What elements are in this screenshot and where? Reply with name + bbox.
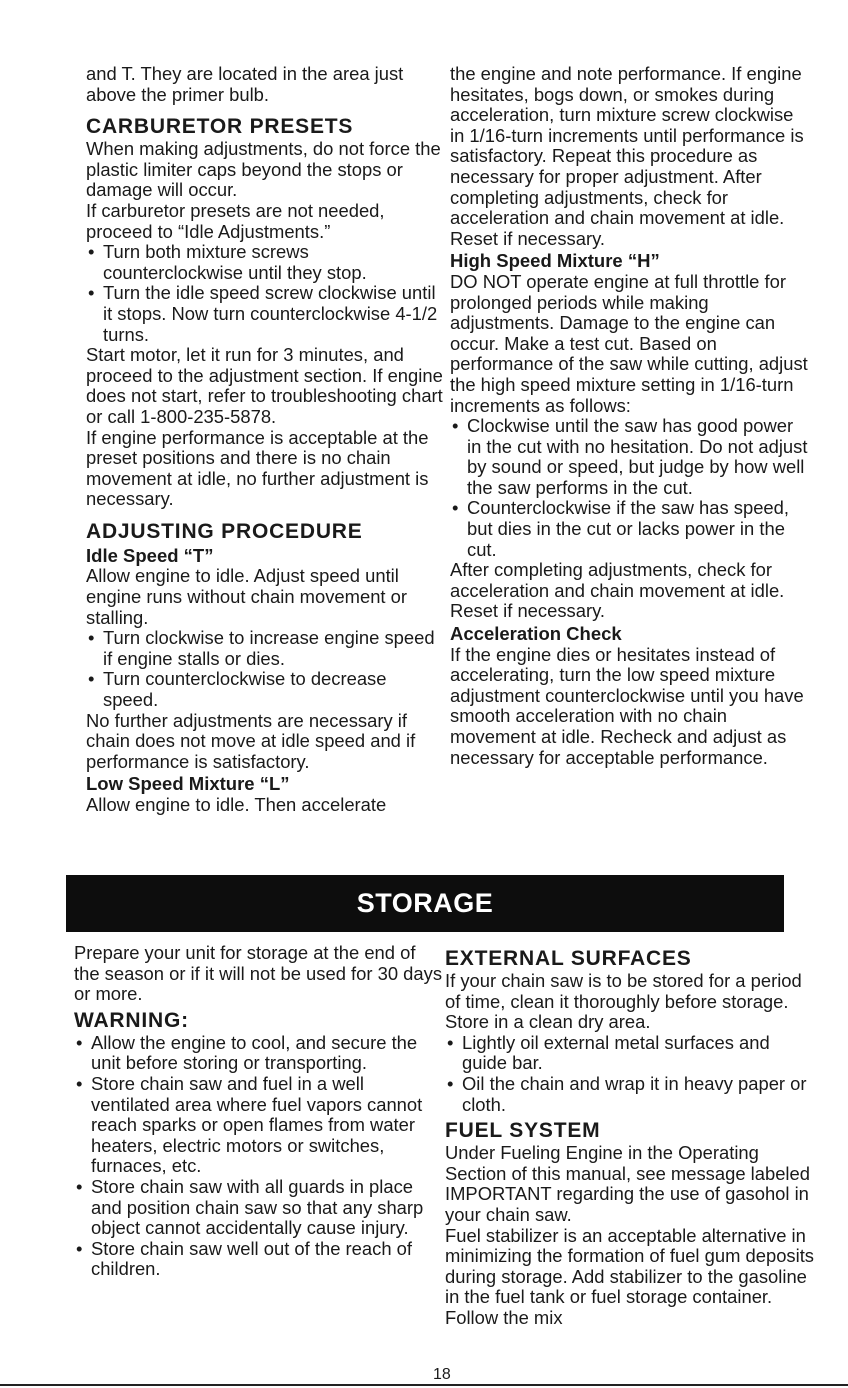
presets-paragraph: If carburetor presets are not needed, proceed to “Idle Adjustments.”: [86, 199, 385, 242]
external-bullet-list: [445, 1033, 815, 1115]
list-item: • Turn clockwise to increase engine speed if engine stalls or dies.: [86, 628, 446, 669]
external-paragraph: If your chain saw is to be stored for a period of time, clean it thoroughly before storage. Store in a clean dry area.: [445, 970, 802, 1033]
fuel-paragraph: Under Fueling Engine in the Operating Section of this manual, see message labeled IMPORTANT regarding the use of gasohol in your chain saw.: [445, 1142, 810, 1225]
list-item: • Store chain saw well out of the reach of children.: [74, 1239, 444, 1280]
storage-intro: Prepare your unit for storage at the end of the season or if it will not be used for 30 days or more.: [74, 942, 443, 1005]
column-bottom-right: [445, 943, 815, 1329]
low-speed-paragraph: Allow engine to idle. Then accelerate: [86, 794, 387, 815]
acceleration-paragraph: If the engine dies or hesitates instead of accelerating, turn the low speed mixture adjustment counterclockwise until you have smooth acceleration with no chain movement at idle. Recheck and adjust as necessary for acceptable performance.: [450, 643, 804, 768]
idle-speed-heading: Idle Speed “T”: [86, 544, 214, 566]
external-surfaces-heading: EXTERNAL SURFACES: [445, 947, 692, 970]
bottom-rule: [0, 1384, 848, 1386]
list-item: • Clockwise until the saw has good power in the cut with no hesitation. Do not adjust by sound or speed, but judge by how well the saw performs in the cut.: [450, 416, 810, 498]
presets-paragraph: When making adjustments, do not force the plastic limiter caps beyond the stops or damage will occur.: [86, 138, 441, 201]
acceleration-check-heading: Acceleration Check: [450, 623, 622, 645]
storage-title: STORAGE: [356, 888, 494, 918]
column-bottom-left: [74, 943, 444, 1280]
list-item: • Turn counterclockwise to decrease speed.: [86, 669, 446, 710]
list-item: • Oil the chain and wrap it in heavy paper or cloth.: [445, 1074, 815, 1115]
presets-paragraph: If engine performance is acceptable at the preset positions and there is no chain movement at idle, no further adjustment is necessary.: [86, 426, 429, 510]
adjusting-procedure-heading: ADJUSTING PROCEDURE: [86, 519, 363, 543]
idle-bullet-list: [86, 628, 446, 710]
fuel-paragraph: Fuel stabilizer is an acceptable alternative in minimizing the formation of fuel gum deposits during storage. Add stabilizer to the gasoline in the fuel tank or fuel storage container. Follow the mix: [445, 1224, 815, 1328]
warning-bullet-list: [74, 1033, 444, 1280]
page-number: 18: [433, 1366, 451, 1383]
presets-paragraph: Start motor, let it run for 3 minutes, and proceed to the adjustment section. If engine does not start, refer to troubleshooting chart or call 1-800-235-5878.: [86, 344, 443, 427]
fuel-system-heading: FUEL SYSTEM: [445, 1119, 601, 1143]
list-item: • Store chain saw with all guards in place and position chain saw so that any sharp object cannot accidentally cause injury.: [74, 1177, 444, 1239]
high-speed-paragraph: DO NOT operate engine at full throttle for prolonged periods while making adjustments. Damage to the engine can occur. Make a test cut. Based on performance of the saw while cutting, adjust the high speed mixture setting in 1/16-turn increments as follows:: [450, 270, 808, 416]
high-speed-heading: High Speed Mixture “H”: [450, 250, 660, 272]
intro-paragraph: and T. They are located in the area just above the primer bulb.: [86, 63, 404, 105]
list-item: • Store chain saw and fuel in a well ventilated area where fuel vapors cannot reach sparks or open flames from water heaters, electric motors or switches, furnaces, etc.: [74, 1074, 444, 1177]
list-item: • Turn the idle speed screw clockwise until it stops. Now turn counterclockwise 4-1/2 turns.: [86, 283, 446, 345]
low-speed-heading: Low Speed Mixture “L”: [86, 773, 290, 795]
column-top-right: [450, 64, 810, 768]
carburetor-presets-heading: CARBURETOR PRESETS: [86, 115, 354, 139]
idle-paragraph: No further adjustments are necessary if chain does not move at idle speed and if performance is satisfactory.: [86, 709, 416, 772]
high-speed-paragraph: After completing adjustments, check for acceleration and chain movement at idle. Reset if necessary.: [450, 559, 785, 622]
list-item: • Allow the engine to cool, and secure the unit before storing or transporting.: [74, 1033, 444, 1074]
list-item: • Lightly oil external metal surfaces and guide bar.: [445, 1033, 815, 1074]
idle-paragraph: Allow engine to idle. Adjust speed until engine runs without chain movement or stalling.: [86, 565, 407, 628]
warning-heading: WARNING:: [74, 1008, 189, 1032]
list-item: • Counterclockwise if the saw has speed, but dies in the cut or lacks power in the cut.: [450, 498, 810, 560]
high-speed-bullet-list: [450, 416, 810, 560]
presets-bullet-list: [86, 242, 446, 345]
column-top-left: [86, 64, 446, 816]
low-speed-continued: the engine and note performance. If engine hesitates, bogs down, or smokes during acceleration, turn mixture screw clockwise in 1/16-turn increments until performance is satisfactory. Repeat this procedure as necessary for proper adjustment. After completing adjustments, check for acceleration and chain movement at idle. Reset if necessary.: [450, 63, 804, 249]
list-item: • Turn both mixture screws counterclockwise until they stop.: [86, 242, 446, 283]
storage-banner: [66, 875, 784, 932]
